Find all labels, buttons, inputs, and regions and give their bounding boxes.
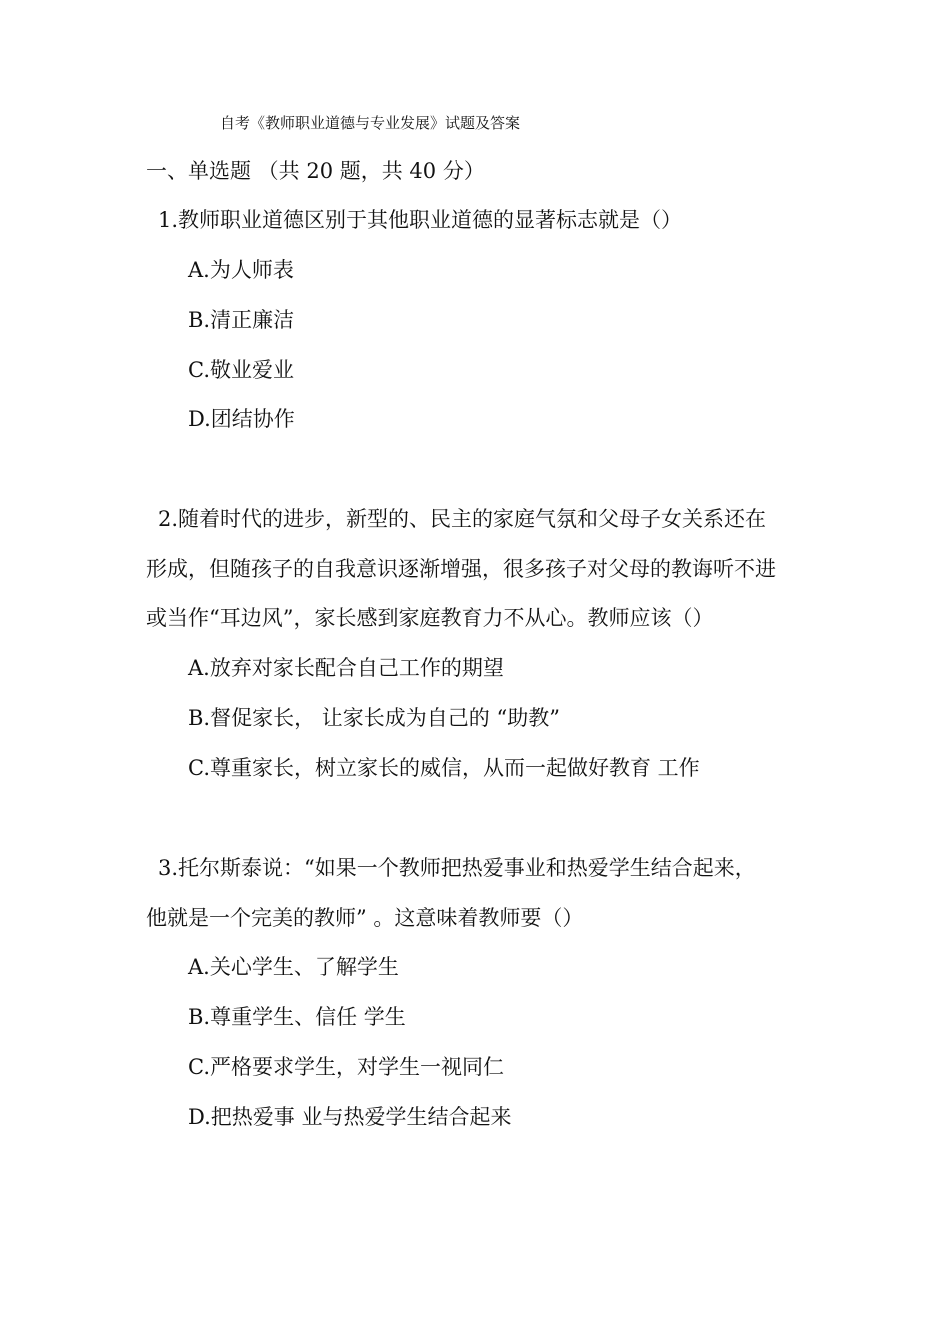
question-3-option-c: C.严格要求学生，对学生一视同仁 [188,1055,504,1079]
question-2-text-line-1: 2.随着时代的进步，新型的、民主的家庭气氛和父母子女关系还在 [158,507,767,531]
document-title: 自考《教师职业道德与专业发展》试题及答案 [220,114,521,132]
section-heading: 一、单选题 （共 20 题，共 40 分） [146,159,485,183]
question-3-option-a: A.关心学生、了解学生 [188,955,399,979]
question-2-text-line-3: 或当作“耳边风”，家长感到家庭教育力不从心。教师应该（） [146,606,714,630]
question-3-option-b: B.尊重学生、信任 学生 [188,1005,406,1029]
question-3-text-line-2: 他就是一个完美的教师” 。这意味着教师要（） [146,906,584,930]
question-2-option-a: A.放弃对家长配合自己工作的期望 [188,656,504,680]
question-1-option-c: C.敬业爱业 [188,358,294,382]
question-1-option-d: D.团结协作 [188,407,295,431]
question-1-text: 1.教师职业道德区别于其他职业道德的显著标志就是（） [158,208,683,232]
question-3-text-line-1: 3.托尔斯泰说：“如果一个教师把热爱事业和热爱学生结合起来， [158,856,756,880]
question-3-option-d: D.把热爱事 业与热爱学生结合起来 [188,1105,512,1129]
question-2-option-c: C.尊重家长，树立家长的威信，从而一起做好教育 工作 [188,756,700,780]
question-1-option-a: A.为人师表 [188,258,294,282]
question-2-option-b: B.督促家长， 让家长成为自己的 “助教” [188,706,560,730]
question-1-option-b: B.清正廉洁 [188,308,295,332]
question-2-text-line-2: 形成，但随孩子的自我意识逐渐增强，很多孩子对父母的教诲听不进 [146,557,776,581]
